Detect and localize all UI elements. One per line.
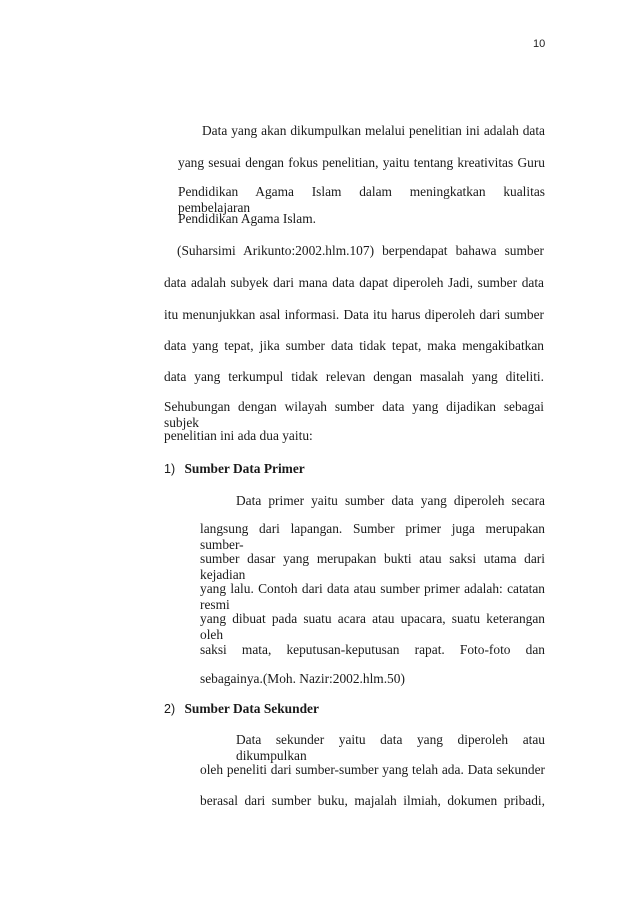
- paragraph-line: Sehubungan dengan wilayah sumber data yang dijadikan sebagai subjek: [164, 399, 544, 430]
- paragraph-line: Data yang akan dikumpulkan melalui penelitian ini adalah data: [202, 123, 545, 138]
- section-heading: [164, 701, 319, 717]
- paragraph-line: Pendidikan Agama Islam.: [178, 211, 316, 226]
- section-line: berasal dari sumber buku, majalah ilmiah, dokumen pribadi,: [200, 793, 545, 808]
- paragraph-line: penelitian ini ada dua yaitu:: [164, 428, 313, 443]
- section-line: yang lalu. Contoh dari data atau sumber primer adalah: catatan resmi: [200, 581, 545, 612]
- paragraph-line: data yang terkumpul tidak relevan dengan masalah yang diteliti.: [164, 369, 544, 384]
- section-line: Data primer yaitu sumber data yang diperoleh secara: [236, 493, 545, 508]
- section-number: 1): [164, 462, 176, 476]
- section-line: sumber dasar yang merupakan bukti atau saksi utama dari kejadian: [200, 551, 545, 582]
- section-number: 2): [164, 702, 176, 716]
- section-title: Sumber Data Sekunder: [184, 701, 319, 716]
- section-line: Data sekunder yaitu data yang diperoleh atau dikumpulkan: [236, 732, 545, 763]
- paragraph-line: data adalah subyek dari mana data dapat diperoleh Jadi, sumber data: [164, 275, 544, 290]
- section-line: yang dibuat pada suatu acara atau upacara, suatu keterangan oleh: [200, 611, 545, 642]
- paragraph-line: (Suharsimi Arikunto:2002.hlm.107) berpendapat bahawa sumber: [177, 243, 544, 258]
- paragraph-line: yang sesuai dengan fokus penelitian, yaitu tentang kreativitas Guru: [178, 155, 545, 170]
- section-line: oleh peneliti dari sumber-sumber yang telah ada. Data sekunder: [200, 762, 545, 777]
- section-line: langsung dari lapangan. Sumber primer juga merupakan sumber-: [200, 521, 545, 552]
- paragraph-line: Pendidikan Agama Islam dalam meningkatkan kualitas pembelajaran: [178, 184, 545, 215]
- section-heading: [164, 461, 305, 477]
- section-title: Sumber Data Primer: [184, 461, 305, 476]
- paragraph-line: itu menunjukkan asal informasi. Data itu harus diperoleh dari sumber: [164, 307, 544, 322]
- paragraph-line: data yang tepat, jika sumber data tidak tepat, maka mengakibatkan: [164, 338, 544, 353]
- page-number: 10: [533, 38, 546, 50]
- section-line: saksi mata, keputusan-keputusan rapat. Foto-foto dan: [200, 642, 545, 657]
- section-line: sebagainya.(Moh. Nazir:2002.hlm.50): [200, 671, 405, 686]
